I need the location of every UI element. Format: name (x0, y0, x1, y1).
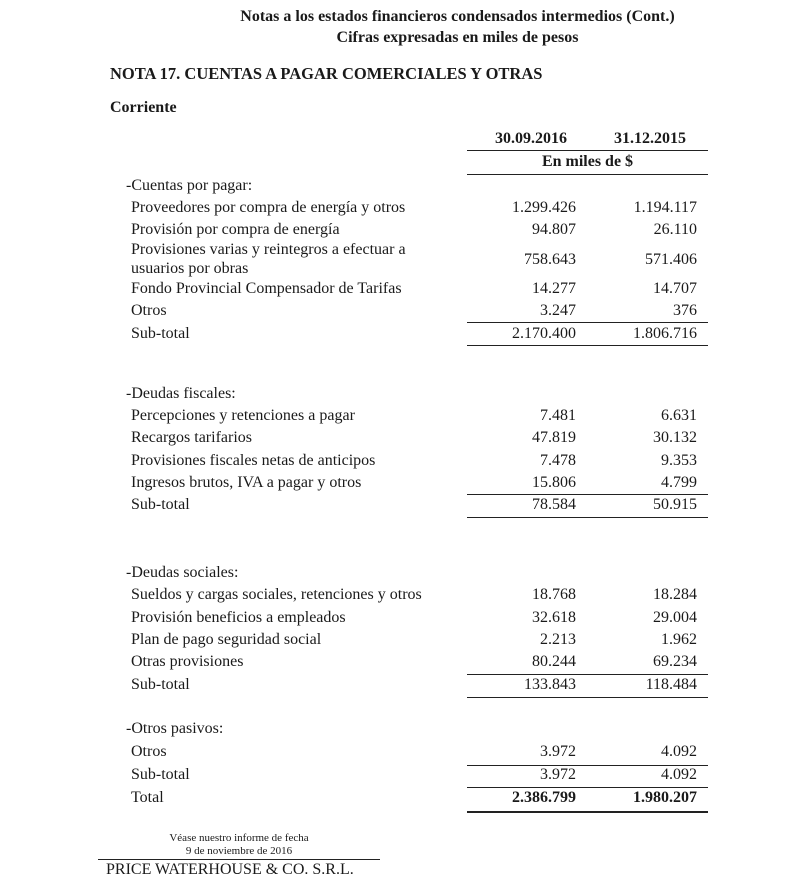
value-2015: 9.353 (661, 452, 697, 469)
row-label: Provisión beneficios a empleados (131, 609, 346, 626)
table-row (0, 743, 803, 765)
group-heading: -Deudas fiscales: (126, 385, 236, 402)
value-2016: 133.843 (524, 676, 576, 693)
value-2015: 30.132 (653, 429, 697, 446)
value-2015: 50.915 (653, 496, 697, 513)
row-label: Total (131, 789, 164, 806)
row-label: Ingresos brutos, IVA a pagar y otros (131, 474, 362, 491)
header-divider (467, 174, 708, 175)
value-2016: 3.972 (540, 766, 576, 783)
value-2015: 376 (673, 302, 697, 319)
value-2016: 2.170.400 (512, 325, 576, 342)
row-label: Fondo Provincial Compensador de Tarifas (131, 280, 402, 297)
table-row (0, 199, 803, 221)
row-label-continued: usuarios por obras (131, 260, 249, 277)
value-2016: 32.618 (532, 609, 576, 626)
value-2016: 14.277 (532, 280, 576, 297)
document-subtitle: Cifras expresadas en miles de pesos (336, 29, 579, 46)
value-2015: 4.799 (661, 474, 697, 491)
value-2016: 94.807 (532, 221, 576, 238)
row-label: Provisión por compra de energía (131, 221, 340, 238)
column-header-2016: 30.09.2016 (495, 130, 567, 147)
column-header-2015: 31.12.2015 (614, 130, 686, 147)
value-2016: 18.768 (532, 586, 576, 603)
group-heading: -Cuentas por pagar: (126, 177, 253, 194)
table-row (0, 586, 803, 608)
table-row (0, 631, 803, 653)
value-2016: 2.386.799 (512, 789, 576, 806)
value-2015: 1.980.207 (633, 789, 697, 806)
value-2015: 4.092 (661, 766, 697, 783)
value-2016: 7.478 (540, 452, 576, 469)
subtotal-divider (467, 517, 708, 518)
header-divider (467, 150, 708, 151)
row-label: Percepciones y retenciones a pagar (131, 407, 355, 424)
note-title: NOTA 17. CUENTAS A PAGAR COMERCIALES Y OTRAS (110, 64, 543, 83)
subtotal-row (0, 325, 803, 347)
row-label: Provisiones varias y reintegros a efectuar a (131, 241, 406, 258)
subtotal-divider (467, 322, 708, 323)
value-2016: 3.972 (540, 743, 576, 760)
value-2015: 29.004 (653, 609, 697, 626)
row-label: Otras provisiones (131, 653, 244, 670)
row-label: Sueldos y cargas sociales, retenciones y otros (131, 586, 422, 603)
value-2016: 1.299.426 (512, 199, 576, 216)
unit-label: En miles de $ (541, 153, 634, 170)
row-label: Sub-total (131, 325, 190, 342)
total-row (0, 789, 803, 811)
row-label: Otros (131, 743, 167, 760)
group-heading: -Deudas sociales: (126, 564, 239, 581)
subtotal-divider (467, 787, 708, 788)
row-label: Provisiones fiscales netas de anticipos (131, 452, 376, 469)
value-2015: 571.406 (645, 251, 697, 268)
value-2015: 18.284 (653, 586, 697, 603)
auditor-firm: PRICE WATERHOUSE & CO. S.R.L. (106, 861, 354, 878)
footer-date: 9 de noviembre de 2016 (185, 845, 293, 857)
value-2016: 15.806 (532, 474, 576, 491)
subtotal-divider (467, 345, 708, 346)
value-2015: 14.707 (653, 280, 697, 297)
table-row (0, 452, 803, 474)
table-row (0, 241, 803, 279)
row-label: Plan de pago seguridad social (131, 631, 322, 648)
row-label: Recargos tarifarios (131, 429, 252, 446)
table-row (0, 302, 803, 324)
subtotal-row (0, 496, 803, 518)
row-label: Otros (131, 302, 167, 319)
value-2016: 7.481 (540, 407, 576, 424)
signature-line (98, 859, 380, 860)
subtotal-row (0, 766, 803, 788)
table-row (0, 653, 803, 675)
row-label: Sub-total (131, 766, 190, 783)
document-title: Notas a los estados financieros condensados intermedios (Cont.) (240, 8, 675, 25)
value-2016: 2.213 (540, 631, 576, 648)
section-title: Corriente (110, 99, 177, 116)
table-row (0, 407, 803, 429)
value-2015: 4.092 (661, 743, 697, 760)
group-heading: -Otros pasivos: (126, 720, 224, 737)
table-row (0, 221, 803, 243)
row-label: Proveedores por compra de energía y otros (131, 199, 406, 216)
value-2015: 1.962 (661, 631, 697, 648)
value-2016: 3.247 (540, 302, 576, 319)
table-row (0, 429, 803, 451)
subtotal-divider (467, 674, 708, 675)
value-2016: 47.819 (532, 429, 576, 446)
value-2015: 1.194.117 (633, 199, 697, 216)
value-2016: 758.643 (524, 251, 576, 268)
subtotal-divider (467, 494, 708, 495)
subtotal-row (0, 676, 803, 698)
value-2016: 80.244 (532, 653, 576, 670)
footer-note: Véase nuestro informe de fecha (169, 832, 309, 844)
table-row (0, 609, 803, 631)
row-label: Sub-total (131, 496, 190, 513)
value-2016: 78.584 (532, 496, 576, 513)
value-2015: 26.110 (653, 221, 697, 238)
subtotal-divider (467, 697, 708, 698)
row-label: Sub-total (131, 676, 190, 693)
value-2015: 118.484 (645, 676, 697, 693)
table-row (0, 474, 803, 496)
table-row (0, 280, 803, 302)
total-divider (467, 811, 708, 813)
value-2015: 69.234 (653, 653, 697, 670)
value-2015: 6.631 (661, 407, 697, 424)
value-2015: 1.806.716 (633, 325, 697, 342)
